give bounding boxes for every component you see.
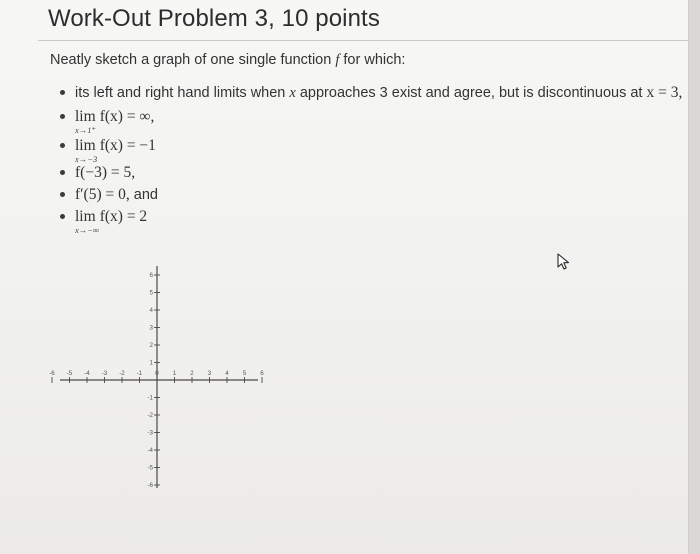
limit-subscript: x→−3 bbox=[75, 154, 98, 164]
y-tick-label: 4 bbox=[149, 307, 153, 314]
x-tick-label: -2 bbox=[119, 370, 125, 377]
y-tick-label: 3 bbox=[149, 324, 153, 332]
intro-text-after: for which: bbox=[339, 52, 406, 68]
page-title: Work-Out Problem 3, 10 points bbox=[48, 5, 380, 32]
y-tick-label: -5 bbox=[147, 464, 153, 472]
limit-subscript: x→1⁺ bbox=[75, 125, 97, 135]
y-tick-label: 2 bbox=[149, 342, 153, 349]
bullet-dot bbox=[60, 192, 65, 197]
x-tick-label: 2 bbox=[190, 370, 194, 377]
x-tick-label: 5 bbox=[242, 370, 247, 377]
x-tick-label: -4 bbox=[84, 370, 90, 377]
limit-expr: lim x→−3 bbox=[75, 137, 98, 164]
x-tick-label: 0 bbox=[155, 370, 159, 377]
bullet-dot bbox=[60, 114, 65, 119]
bullet-dot bbox=[60, 170, 65, 175]
bullet-dot bbox=[60, 90, 65, 95]
intro-function-var: f bbox=[335, 52, 340, 68]
y-tick-label: -2 bbox=[147, 412, 153, 419]
x-tick-label: 1 bbox=[172, 370, 177, 377]
x-tick-label: 6 bbox=[260, 370, 264, 377]
condition-item: f′(5) = 0, and bbox=[60, 186, 158, 204]
limit-expr: lim x→−∞ bbox=[75, 208, 100, 235]
mouse-pointer-icon bbox=[556, 253, 572, 271]
y-tick-label: -4 bbox=[147, 447, 153, 454]
y-tick-label: -1 bbox=[147, 394, 153, 402]
math-expr: f′(5) = 0, bbox=[75, 186, 130, 203]
condition-item bbox=[60, 108, 155, 135]
x-tick-label: 3 bbox=[207, 370, 212, 377]
limit-expr: lim x→1⁺ bbox=[75, 108, 97, 135]
bullet-dot bbox=[60, 214, 65, 219]
condition-item bbox=[60, 208, 148, 235]
math-expr: f(−3) = 5, bbox=[75, 164, 136, 181]
y-tick-label: 1 bbox=[149, 359, 153, 367]
title-divider bbox=[38, 40, 688, 41]
x-tick-label: 4 bbox=[225, 370, 229, 377]
condition-item: its left and right hand limits when x approaches 3 exist and agree, but is discontinuous at x = 3, bbox=[60, 84, 682, 102]
problem-intro bbox=[50, 52, 405, 69]
x-tick-label: -3 bbox=[101, 370, 108, 377]
math-expr: f(x) = −1 bbox=[99, 137, 156, 154]
y-tick-label: 6 bbox=[149, 272, 153, 279]
x-tick-label: -6 bbox=[49, 370, 55, 377]
y-tick-label: -3 bbox=[147, 429, 153, 437]
condition-item bbox=[60, 137, 156, 164]
x-tick-label: -1 bbox=[136, 370, 143, 377]
condition-item bbox=[60, 164, 135, 182]
math-expr: x = 3, bbox=[646, 84, 683, 101]
coordinate-grid[interactable] bbox=[49, 262, 266, 494]
y-tick-label: -6 bbox=[147, 482, 153, 489]
math-expr: f(x) = ∞, bbox=[99, 108, 155, 125]
limit-subscript: x→−∞ bbox=[75, 225, 100, 235]
y-tick-label: 5 bbox=[149, 289, 153, 297]
bullet-dot bbox=[60, 143, 65, 148]
math-expr: f(x) = 2 bbox=[99, 208, 148, 225]
x-tick-label: -5 bbox=[66, 370, 73, 377]
intro-text-before: Neatly sketch a graph of one single function bbox=[50, 52, 336, 68]
